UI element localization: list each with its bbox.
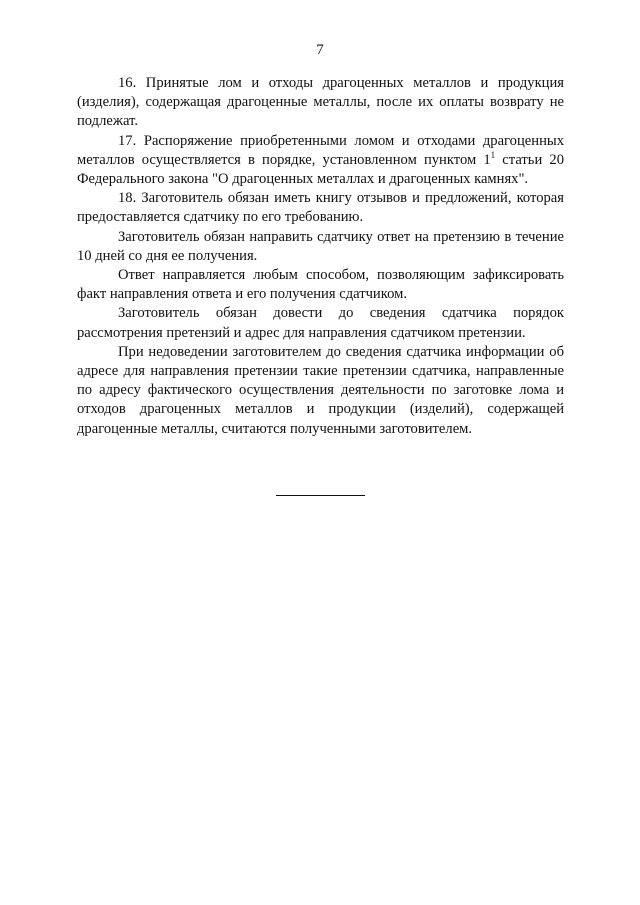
paragraph-17-text-start: 17. Распоряжение приобретенными ломом и отходами драгоценных металлов осуществляется в порядке, установленном пунктом 1 bbox=[77, 132, 564, 168]
paragraph-response-method: Ответ направляется любым способом, позволяющим зафиксировать факт направления ответа и его получения сдатчиком. bbox=[77, 267, 564, 303]
paragraph-16: 16. Принятые лом и отходы драгоценных металлов и продукция (изделия), содержащая драгоценные металлы, после их оплаты возврату не подлежат. bbox=[77, 75, 564, 130]
end-of-document-rule bbox=[276, 495, 365, 496]
paragraph-claims-procedure: Заготовитель обязан довести до сведения сдатчика порядок рассмотрения претензий и адрес для направления сдатчиком претензии. bbox=[77, 305, 564, 341]
paragraph-17-text-end: статьи 20 Федерального закона "О драгоценных металлах и драгоценных камнях". bbox=[77, 151, 564, 188]
paragraph-17 bbox=[77, 132, 564, 190]
paragraph-17-superscript: 1 bbox=[490, 149, 496, 160]
paragraph-18: 18. Заготовитель обязан иметь книгу отзывов и предложений, которая предоставляется сдатчику по его требованию. bbox=[77, 190, 564, 226]
document-body bbox=[77, 74, 564, 439]
paragraph-claims-address: При недоведении заготовителем до сведения сдатчика информации об адресе для направления претензии такие претензии сдатчика, направленные по адресу фактического осуществления деятельности по заготовке лома и отходов драгоценных металлов и продукции (изделий), содержащей драгоценные металлы, считаются полученными заготовителем. bbox=[77, 343, 564, 437]
paragraph-response-deadline: Заготовитель обязан направить сдатчику ответ на претензию в течение 10 дней со дня ее получения. bbox=[77, 228, 564, 264]
page-number: 7 bbox=[316, 42, 324, 58]
